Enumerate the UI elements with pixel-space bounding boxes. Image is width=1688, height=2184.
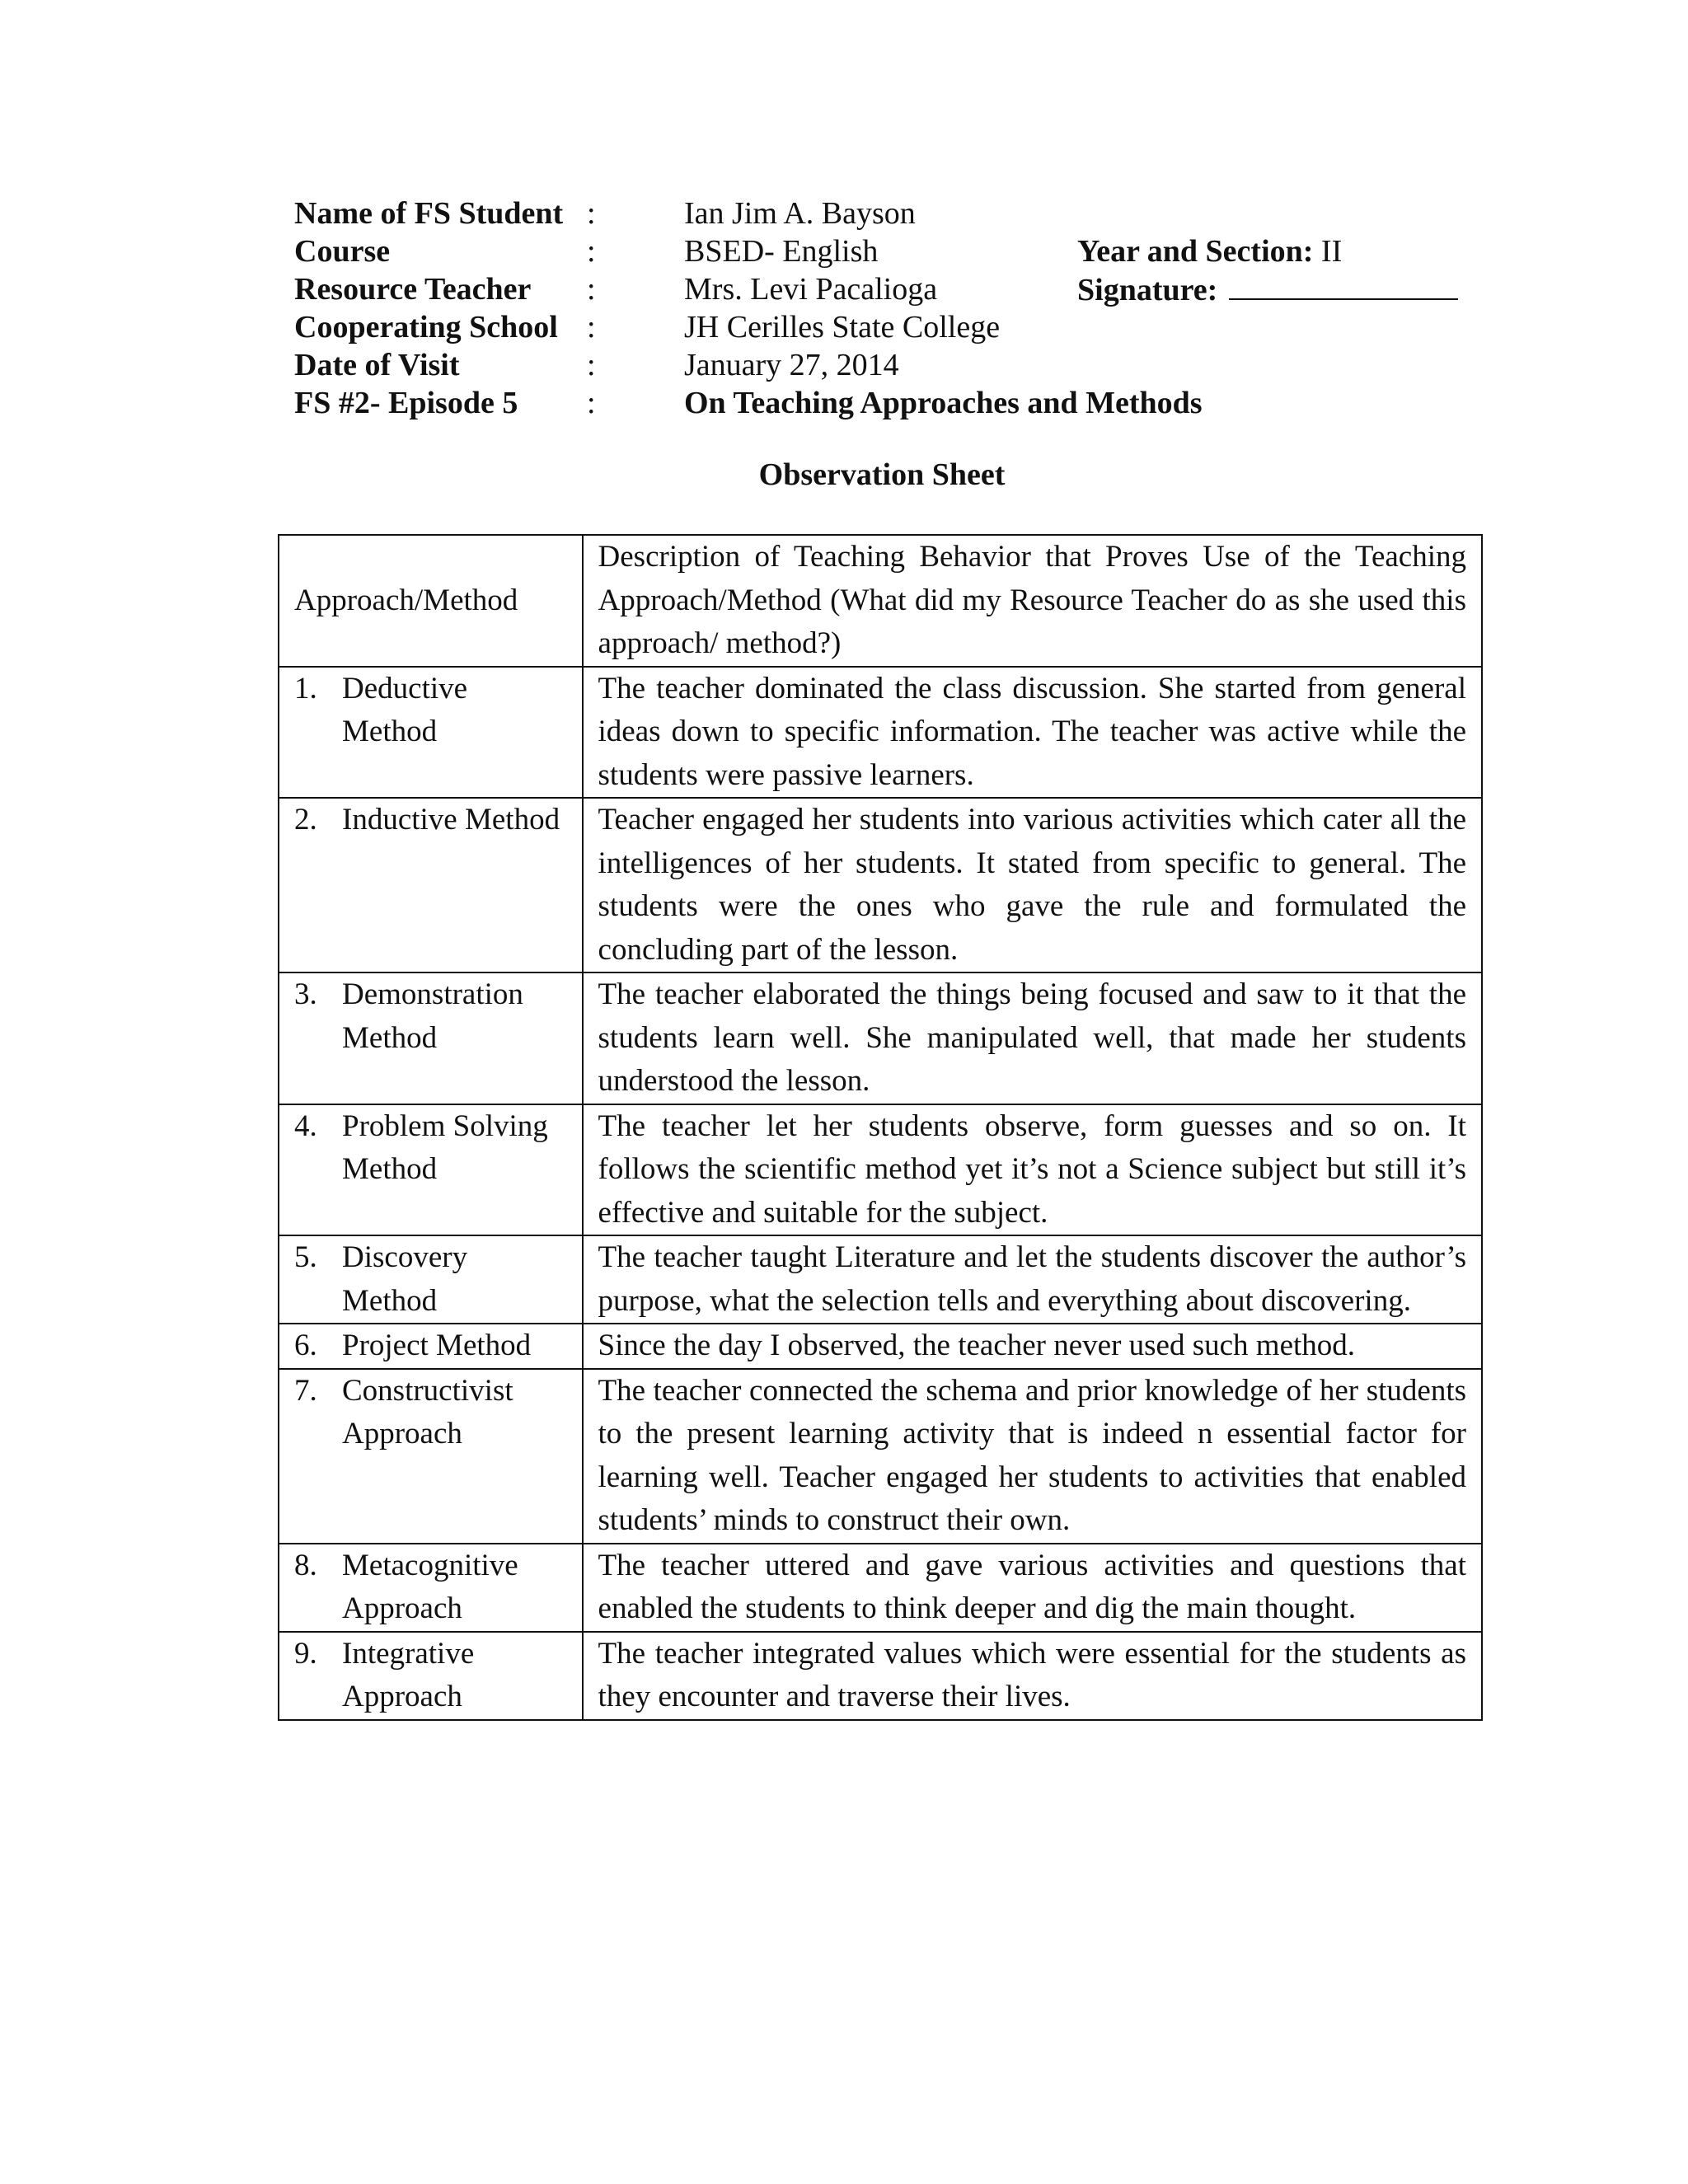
method-cell (279, 1104, 583, 1236)
signature-line (1229, 270, 1458, 300)
info-row-episode (294, 384, 1481, 422)
student-name-value: Ian Jim A. Bayson (684, 196, 916, 231)
method-cell (279, 1369, 583, 1544)
table-row (279, 798, 1482, 972)
description-cell: Teacher engaged her students into various activities which cater all the intelligences of her students. It stated from specific to general. The students were the ones who gave the rule and formulated the concluding part of the lesson. (583, 798, 1482, 972)
method-name: Project Method (342, 1329, 532, 1362)
description-cell: The teacher elaborated the things being focused and saw to it that the students learn well. She manipulated well, that made her students understood the lesson. (583, 972, 1482, 1104)
info-row-school (294, 308, 1481, 346)
method-name: Demonstration Method (342, 977, 523, 1055)
info-row-date (294, 346, 1481, 384)
method-name: Discovery Method (342, 1240, 468, 1318)
student-info-block (294, 194, 1481, 422)
method-cell (279, 1324, 583, 1369)
year-section-value: II (1320, 234, 1343, 269)
method-name: Deductive Method (342, 671, 468, 748)
episode-topic: On Teaching Approaches and Methods (684, 386, 1203, 420)
table-row (279, 1369, 1482, 1544)
method-name: Integrative Approach (342, 1636, 475, 1713)
cooperating-school-value: JH Cerilles State College (684, 310, 1001, 344)
info-row-teacher (294, 270, 1481, 308)
description-cell: The teacher connected the schema and prior knowledge of her students to the present learning activity that is indeed n essential factor for learning well. Teacher engaged her students to activities that enabled students’ minds to construct their own. (583, 1369, 1482, 1544)
episode-label: FS #2- Episode 5 (294, 386, 518, 420)
header-approach-method: Approach/Method (279, 535, 583, 667)
colon: : (587, 272, 596, 307)
resource-teacher-value: Mrs. Levi Pacalioga (684, 272, 938, 307)
row-number: 7. (294, 1373, 317, 1408)
row-number: 3. (294, 977, 317, 1011)
row-number: 2. (294, 803, 317, 837)
signature (1077, 270, 1458, 309)
date-of-visit-value: January 27, 2014 (684, 348, 899, 382)
colon: : (587, 310, 596, 344)
table-row (279, 1104, 1482, 1236)
row-number: 6. (294, 1329, 317, 1362)
row-number: 9. (294, 1636, 317, 1671)
course-value: BSED- English (684, 234, 879, 269)
row-number: 8. (294, 1548, 317, 1582)
sheet-title: Observation Sheet (758, 457, 1006, 492)
info-row-course (294, 232, 1481, 270)
method-name: Constructivist Approach (342, 1373, 513, 1451)
description-cell: The teacher integrated values which were essential for the students as they encounter and traverse their lives. (583, 1632, 1482, 1720)
method-name: Problem Solving Method (342, 1108, 548, 1186)
cooperating-school-label: Cooperating School (294, 310, 558, 344)
signature-label: Signature: (1077, 273, 1218, 307)
method-name: Inductive Method (342, 803, 560, 837)
description-cell: Since the day I observed, the teacher never used such method. (583, 1324, 1482, 1369)
method-cell (279, 798, 583, 972)
table-row (279, 667, 1482, 799)
table-row (279, 1235, 1482, 1324)
description-cell: The teacher uttered and gave various activities and questions that enabled the students to think deeper and dig the main thought. (583, 1544, 1482, 1632)
course-label: Course (294, 234, 391, 269)
row-number: 5. (294, 1240, 317, 1274)
table-row (279, 972, 1482, 1104)
resource-teacher-label: Resource Teacher (294, 272, 532, 307)
year-section-label: Year and Section: (1077, 234, 1314, 269)
date-of-visit-label: Date of Visit (294, 348, 460, 382)
info-row-student (294, 194, 1481, 232)
description-cell: The teacher dominated the class discussion. She started from general ideas down to specific information. The teacher was active while the students were passive learners. (583, 667, 1482, 799)
year-section (1077, 232, 1342, 270)
colon: : (587, 386, 596, 420)
table-header-row (279, 535, 1482, 667)
row-number: 4. (294, 1108, 317, 1143)
colon: : (587, 234, 596, 269)
table-row (279, 1544, 1482, 1632)
description-cell: The teacher let her students observe, form guesses and so on. It follows the scientific method yet it’s not a Science subject but still it’s effective and suitable for the subject. (583, 1104, 1482, 1236)
method-cell (279, 667, 583, 799)
colon: : (587, 196, 596, 231)
method-cell (279, 972, 583, 1104)
method-cell (279, 1632, 583, 1720)
description-cell: The teacher taught Literature and let the students discover the author’s purpose, what the selection tells and everything about discovering. (583, 1235, 1482, 1324)
row-number: 1. (294, 671, 317, 705)
method-cell (279, 1544, 583, 1632)
colon: : (587, 348, 596, 382)
method-name: Metacognitive Approach (342, 1548, 518, 1625)
observation-table (278, 534, 1483, 1721)
student-name-label: Name of FS Student (294, 196, 564, 231)
method-cell (279, 1235, 583, 1324)
table-row (279, 1324, 1482, 1369)
header-description: Description of Teaching Behavior that Proves Use of the Teaching Approach/Method (What did my Resource Teacher do as she used this approach/ method?) (583, 535, 1482, 667)
table-row (279, 1632, 1482, 1720)
